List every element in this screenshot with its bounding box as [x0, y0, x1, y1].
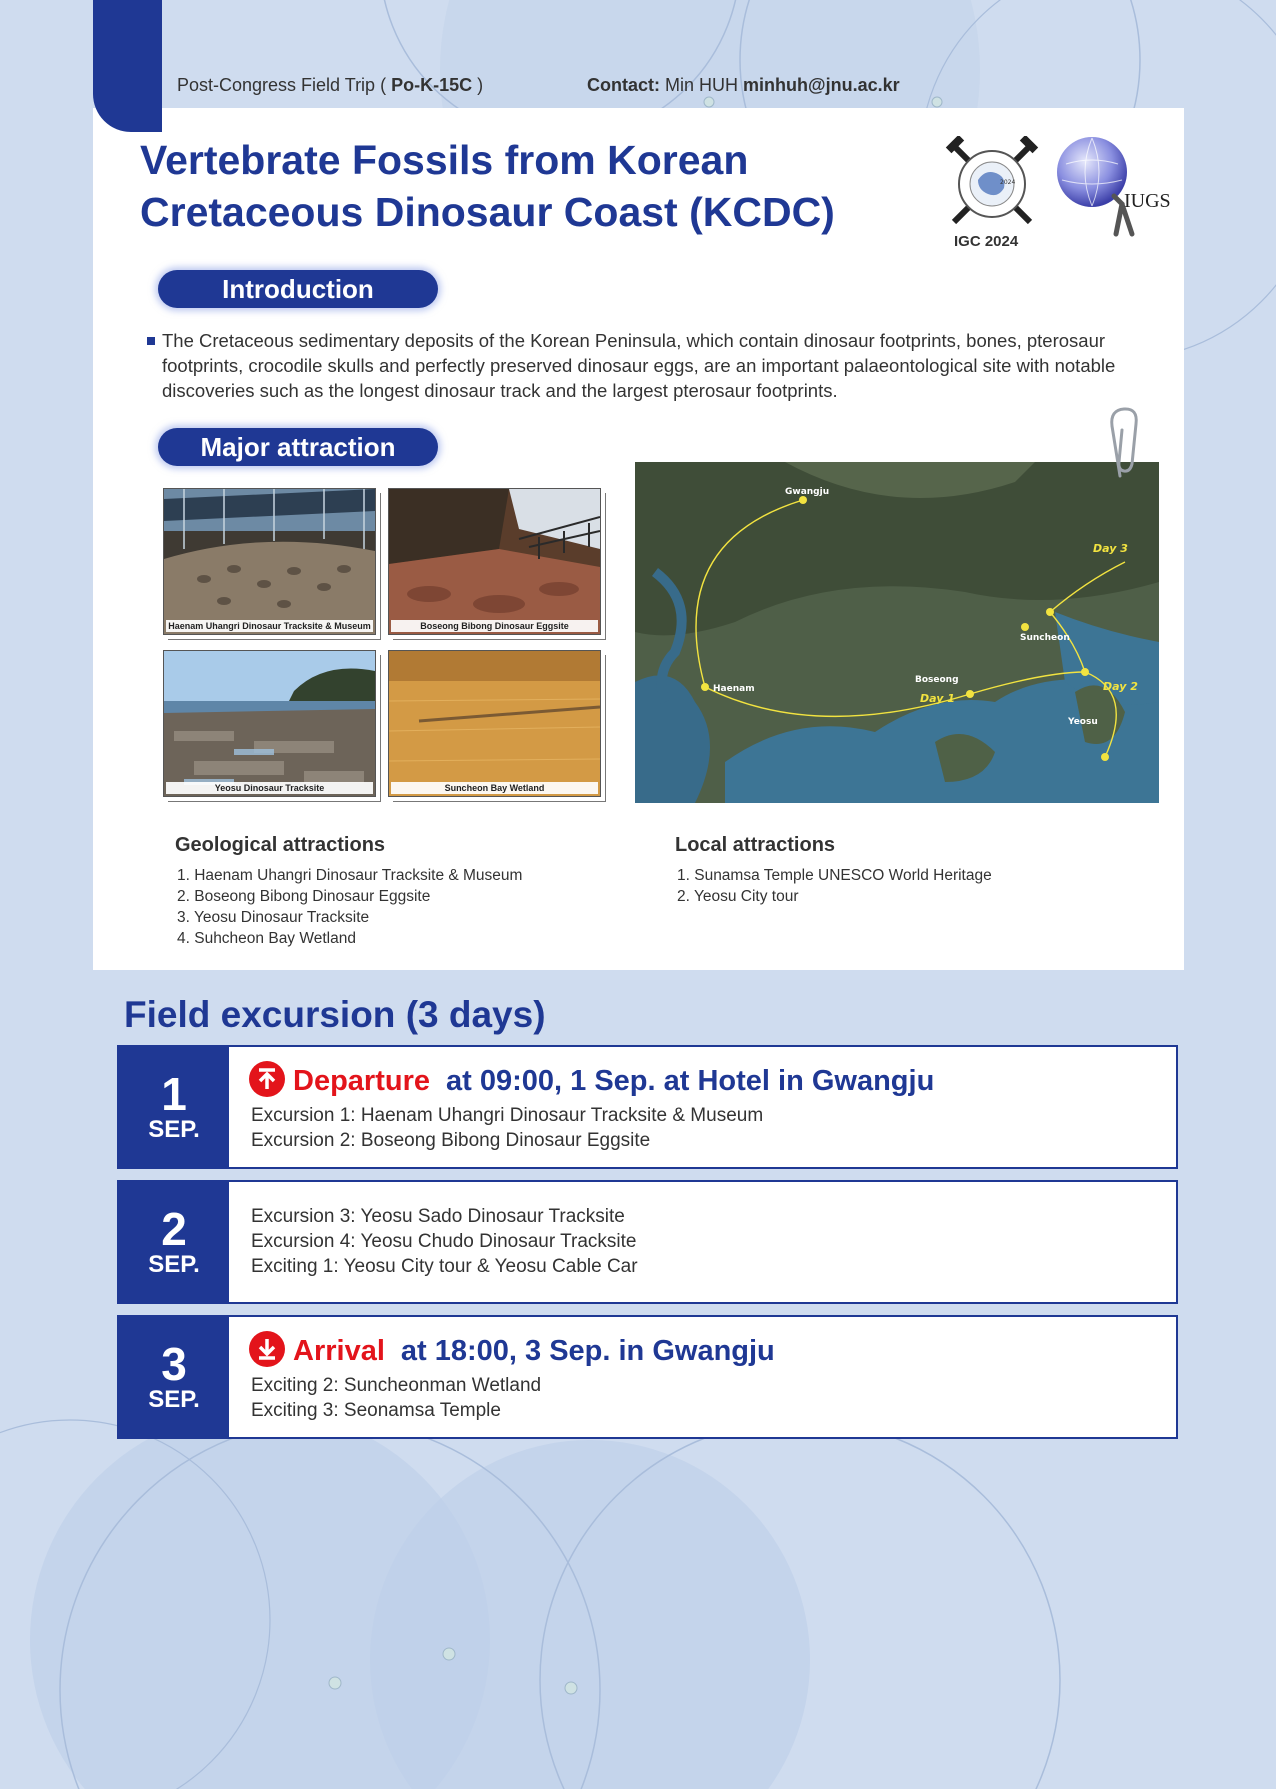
- list-item: Exciting 1: Yeosu City tour & Yeosu Cable Car: [251, 1256, 638, 1277]
- excursion-heading: Field excursion (3 days): [124, 994, 546, 1035]
- list-item: 1. Haenam Uhangri Dinosaur Tracksite & Museum: [177, 867, 523, 884]
- arrival-label: Arrival: [293, 1335, 385, 1367]
- day-1-headline: [249, 1061, 934, 1098]
- iugs-globe-icon: [1052, 134, 1172, 238]
- page-title: [140, 134, 920, 238]
- bullet-icon: [147, 337, 155, 345]
- list-item: 2. Yeosu City tour: [677, 888, 799, 905]
- map-label-haenam: Haenam: [713, 684, 755, 694]
- photo-boseong-eggsite: [388, 488, 601, 635]
- list-item: 1. Sunamsa Temple UNESCO World Heritage: [677, 867, 992, 884]
- trip-prefix: Post-Congress Field Trip (: [177, 75, 387, 95]
- igc-logo-icon: [944, 136, 1040, 232]
- list-item: 4. Suhcheon Bay Wetland: [177, 930, 356, 947]
- day-3-date: [119, 1317, 229, 1437]
- geological-heading: Geological attractions: [175, 834, 386, 856]
- photo-caption: Haenam Uhangri Dinosaur Tracksite & Museum: [166, 620, 373, 632]
- list-item: 2. Boseong Bibong Dinosaur Eggsite: [177, 888, 431, 905]
- photo-caption: Boseong Bibong Dinosaur Eggsite: [391, 620, 598, 632]
- haenam-museum-image: [164, 489, 375, 634]
- day-1-items: [251, 1103, 763, 1153]
- paperclip-icon: [1108, 406, 1142, 480]
- title-line-2: Cretaceous Dinosaur Coast (KCDC): [140, 189, 835, 235]
- introduction-text: The Cretaceous sedimentary deposits of the Korean Peninsula, which contain dinosaur footprints, bones, pterosaur footprints, crocodile skulls and perfectly preserved dinosaur eggs, are an important palaeontological site with notable discoveries such as the longest dinosaur track and the largest pterosaur footprints.: [162, 330, 1116, 401]
- list-item: Excursion 1: Haenam Uhangri Dinosaur Tracksite & Museum: [251, 1105, 764, 1126]
- trip-suffix: ): [477, 75, 484, 95]
- trip-code: Po-K-15C: [391, 75, 473, 95]
- map-label-day2: Day 2: [1103, 680, 1138, 693]
- local-heading: Local attractions: [675, 834, 836, 856]
- contact-line: [587, 75, 900, 96]
- map-label-day3: Day 3: [1093, 542, 1128, 555]
- list-item: Excursion 3: Yeosu Sado Dinosaur Tracksite: [251, 1206, 625, 1227]
- header-tab: [93, 0, 162, 132]
- iugs-logo: [1052, 134, 1172, 238]
- satellite-map: [635, 462, 1159, 803]
- map-label-gwangju: Gwangju: [785, 487, 830, 497]
- day-month: SEP.: [148, 1386, 200, 1413]
- list-item: Excursion 4: Yeosu Chudo Dinosaur Tracksite: [251, 1231, 637, 1252]
- iugs-logo-label: IUGS: [1124, 190, 1171, 212]
- photo-haenam-tracksite: [163, 488, 376, 635]
- map-label-yeosu: Yeosu: [1068, 717, 1098, 727]
- map-label-suncheon: Suncheon: [1020, 633, 1070, 643]
- trip-code-line: [177, 75, 483, 96]
- contact-email[interactable]: minhuh@jnu.ac.kr: [743, 75, 900, 95]
- yeosu-tracksite-image: [164, 651, 375, 796]
- day-month: SEP.: [148, 1116, 200, 1143]
- departure-label: Departure: [293, 1065, 430, 1097]
- day-number: 1: [161, 1068, 187, 1120]
- day-number: 2: [161, 1203, 187, 1255]
- departure-icon: [249, 1061, 285, 1097]
- day-2-card: [117, 1180, 1178, 1304]
- photo-yeosu-tracksite: [163, 650, 376, 797]
- day-number: 3: [161, 1338, 187, 1390]
- photo-caption: Yeosu Dinosaur Tracksite: [166, 782, 373, 794]
- map-label-boseong: Boseong: [915, 675, 959, 685]
- day-3-headline: [249, 1331, 775, 1368]
- igc-logo-label: IGC 2024: [954, 233, 1019, 250]
- day-2-items: [251, 1204, 638, 1279]
- introduction-heading: Introduction: [158, 270, 438, 308]
- local-list: [677, 865, 992, 907]
- list-item: 3. Yeosu Dinosaur Tracksite: [177, 909, 370, 926]
- list-item: Exciting 2: Suncheonman Wetland: [251, 1375, 542, 1396]
- major-attraction-heading: Major attraction: [158, 428, 438, 466]
- suncheon-wetland-image: [389, 651, 600, 796]
- day-3-items: [251, 1373, 541, 1423]
- contact-label: Contact:: [587, 75, 660, 95]
- svg-text:2024: 2024: [1000, 179, 1016, 186]
- list-item: Excursion 2: Boseong Bibong Dinosaur Eggsite: [251, 1130, 651, 1151]
- boseong-eggsite-image: [389, 489, 600, 634]
- route-map: [635, 462, 1159, 803]
- arrival-detail: at 18:00, 3 Sep. in Gwangju: [400, 1335, 775, 1367]
- map-label-day1: Day 1: [920, 692, 955, 705]
- list-item: Exciting 3: Seonamsa Temple: [251, 1400, 501, 1421]
- photo-caption: Suncheon Bay Wetland: [391, 782, 598, 794]
- arrival-icon: [249, 1331, 285, 1367]
- geological-list: [177, 865, 522, 949]
- day-1-card: [117, 1045, 1178, 1169]
- photo-suncheon-wetland: [388, 650, 601, 797]
- day-1-date: [119, 1047, 229, 1167]
- day-3-card: [117, 1315, 1178, 1439]
- day-month: SEP.: [148, 1251, 200, 1278]
- day-2-date: [119, 1182, 229, 1302]
- contact-name: Min HUH: [665, 75, 739, 95]
- departure-detail: at 09:00, 1 Sep. at Hotel in Gwangju: [446, 1065, 935, 1097]
- title-line-1: Vertebrate Fossils from Korean: [140, 137, 749, 183]
